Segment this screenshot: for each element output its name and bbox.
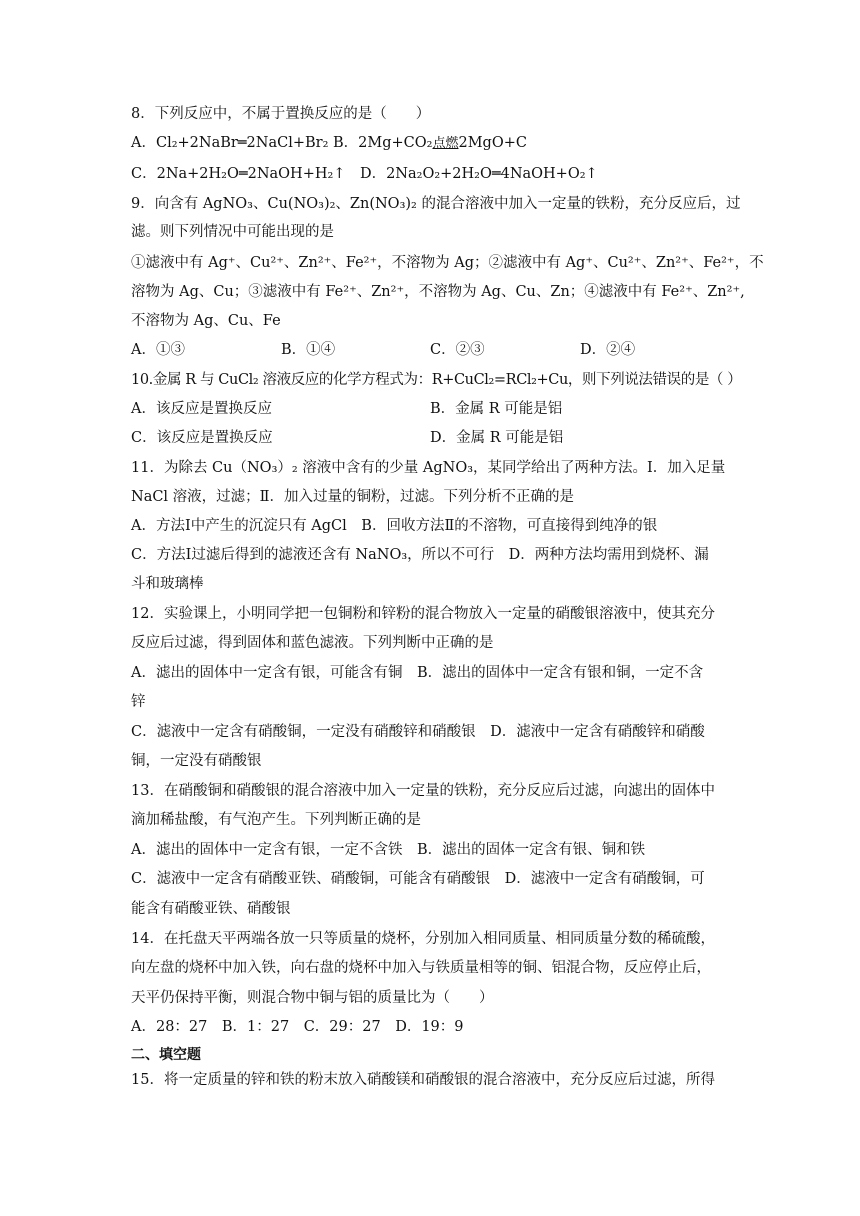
- q14-line-2: 向左盘的烧杯中加入铁，向右盘的烧杯中加入与铁质量相等的铜、铝混合物，反应停止后，: [131, 960, 711, 976]
- q10-stem: 10.金属 R 与 CuCl₂ 溶液反应的化学方程式为：R+CuCl₂=RCl₂+Cu，则下列说法错误的是（ ）: [131, 372, 742, 388]
- q13-line-5: 能含有硝酸亚铁、硝酸银: [131, 901, 291, 917]
- q12-line-3: A．滤出的固体中一定含有银，可能含有铜 B．滤出的固体中一定含有银和铜，一定不含: [131, 665, 704, 681]
- q8-options-ab: [131, 133, 527, 154]
- q10-option-b: B．金属 R 可能是铝: [430, 401, 563, 417]
- q9-line-2: 滤。则下列情况中可能出现的是: [131, 224, 334, 240]
- q14-line-1: 14．在托盘天平两端各放一只等质量的烧杯，分别加入相同质量、相同质量分数的稀硫酸，: [131, 931, 715, 947]
- q8-option-a: A．Cl₂+2NaBr═2NaCl+Br₂: [131, 135, 329, 151]
- q9-line-1: 9．向含有 AgNO₃、Cu(NO₃)₂、Zn(NO₃)₂ 的混合溶液中加入一定量的铁粉，充分反应后，过: [131, 196, 741, 212]
- q8-stem: 8．下列反应中，不属于置换反应的是（ ）: [131, 106, 431, 122]
- q13-line-3: A．滤出的固体中一定含有银，一定不含铁 B．滤出的固体一定含有银、铜和铁: [131, 842, 646, 858]
- q8-option-b: B．2Mg+CO₂点燃2MgO+C: [333, 135, 527, 151]
- q14-line-4: A．28：27 B．1：27 C．29：27 D．19：9: [131, 1019, 464, 1035]
- section-heading-fill-in: 二、填空题: [131, 1047, 201, 1063]
- q9-option-a: A．①③: [131, 342, 185, 358]
- q13-line-2: 滴加稀盐酸，有气泡产生。下列判断正确的是: [131, 812, 421, 828]
- q12-line-4: 锌: [131, 694, 146, 710]
- q9-line-3: ①滤液中有 Ag⁺、Cu²⁺、Zn²⁺、Fe²⁺，不溶物为 Ag；②滤液中有 Ag⁺、Cu²⁺、Zn²⁺、Fe²⁺，不: [131, 255, 764, 271]
- q12-line-6: 铜，一定没有硝酸银: [131, 753, 262, 769]
- q9-line-4: 溶物为 Ag、Cu；③滤液中有 Fe²⁺、Zn²⁺，不溶物为 Ag、Cu、Zn；④滤液中有 Fe²⁺、Zn²⁺,: [131, 284, 745, 300]
- q13-line-4: C．滤液中一定含有硝酸亚铁、硝酸铜，可能含有硝酸银 D．滤液中一定含有硝酸铜，可: [131, 871, 705, 887]
- q13-line-1: 13．在硝酸铜和硝酸银的混合溶液中加入一定量的铁粉，充分反应后过滤，向滤出的固体中: [131, 783, 715, 799]
- q11-line-2: NaCl 溶液，过滤；Ⅱ．加入过量的铜粉，过滤。下列分析不正确的是: [131, 489, 575, 505]
- q10-option-d: D．金属 R 可能是铝: [430, 430, 564, 446]
- q11-line-1: 11．为除去 Cu（NO₃）₂ 溶液中含有的少量 AgNO₃，某同学给出了两种方法。Ⅰ．加入足量: [131, 460, 726, 476]
- q10-option-c: C．该反应是置换反应: [131, 430, 273, 446]
- q9-option-c: C．②③: [430, 342, 485, 358]
- q12-line-1: 12．实验课上，小明同学把一包铜粉和锌粉的混合物放入一定量的硝酸银溶液中，使其充分: [131, 606, 715, 622]
- q14-line-3: 天平仍保持平衡，则混合物中铜与铝的质量比为（ ）: [131, 990, 494, 1006]
- q11-line-5: 斗和玻璃棒: [131, 576, 204, 592]
- q11-line-4: C．方法Ⅰ过滤后得到的滤液还含有 NaNO₃，所以不可行 D．两种方法均需用到烧杯、漏: [131, 547, 709, 563]
- q11-line-3: A．方法Ⅰ中产生的沉淀只有 AgCl B．回收方法Ⅱ的不溶物，可直接得到纯净的银: [131, 518, 658, 534]
- q9-line-5: 不溶物为 Ag、Cu、Fe: [131, 313, 281, 329]
- q15-line-1: 15．将一定质量的锌和铁的粉末放入硝酸镁和硝酸银的混合溶液中，充分反应后过滤，所得: [131, 1072, 715, 1088]
- q12-line-2: 反应后过滤，得到固体和蓝色滤液。下列判断中正确的是: [131, 635, 494, 651]
- q10-option-a: A．该反应是置换反应: [131, 401, 272, 417]
- q12-line-5: C．滤液中一定含有硝酸铜，一定没有硝酸锌和硝酸银 D．滤液中一定含有硝酸锌和硝酸: [131, 724, 705, 740]
- q8-options-cd: C．2Na+2H₂O═2NaOH+H₂↑ D．2Na₂O₂+2H₂O═4NaOH+O₂↑: [131, 166, 598, 182]
- q9-option-d: D．②④: [580, 342, 636, 358]
- q8-reaction-condition: 点燃: [432, 136, 459, 151]
- q9-option-b: B．①④: [281, 342, 336, 358]
